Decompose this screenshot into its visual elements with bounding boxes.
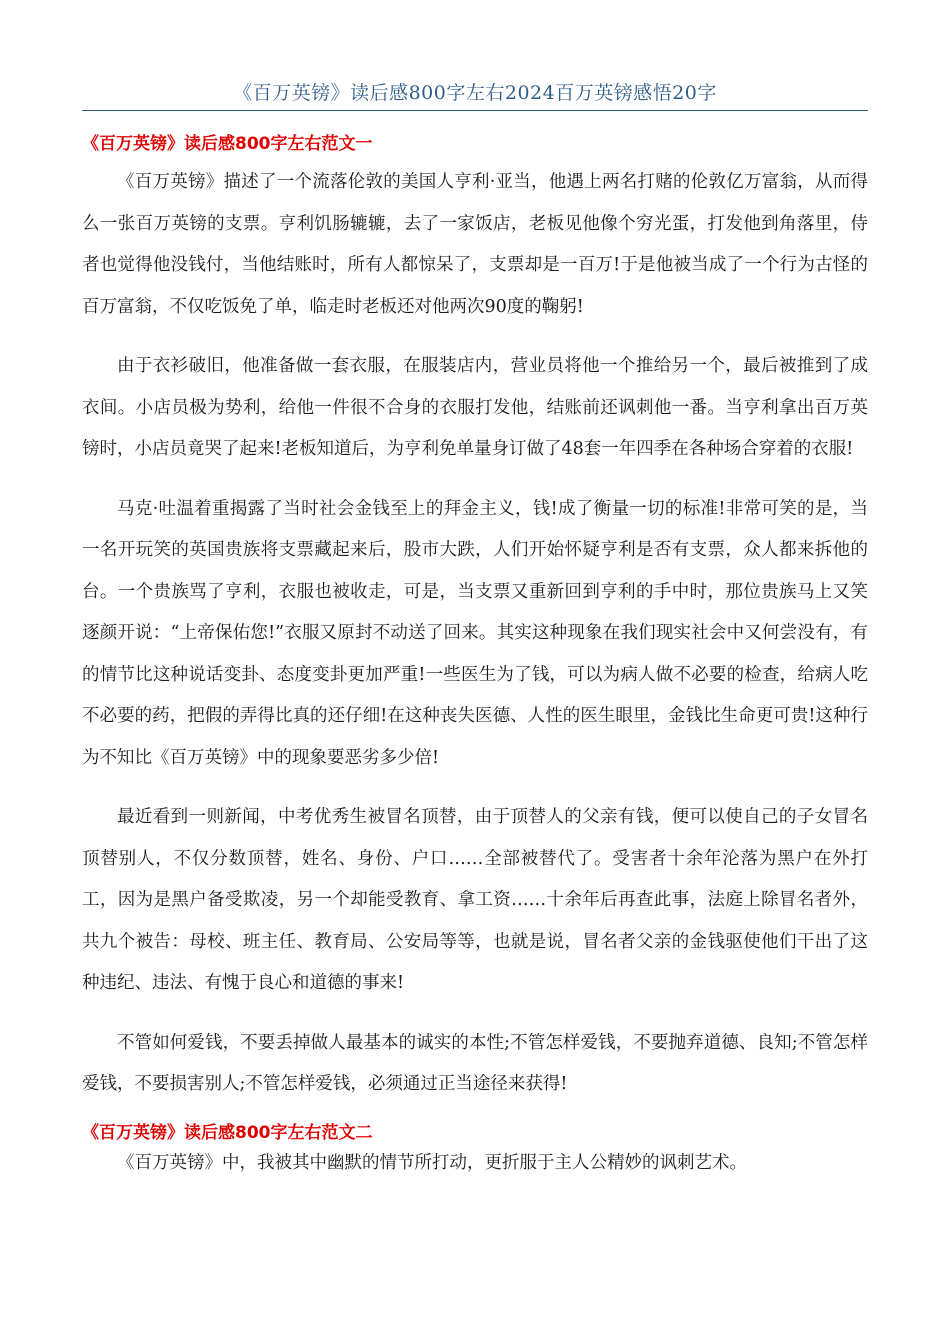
paragraph: 《百万英镑》中，我被其中幽默的情节所打动，更折服于主人公精妙的讽刺艺术。: [117, 1152, 747, 1173]
section-heading-2: 《百万英镑》读后感800字左右范文二: [82, 1122, 373, 1143]
page-header-title: 《百万英镑》读后感800字左右2024百万英镑感悟20字: [82, 78, 868, 111]
paragraph: 最近看到一则新闻，中考优秀生被冒名顶替，由于顶替人的父亲有钱，便可以使自己的子女冒名顶替别人，不仅分数顶替，姓名、身份、户口……全部被替代了。受害者十余年沦落为黑户在外打工，因为是黑户备受欺凌，另一个却能受教育、拿工资……十余年后再查此事，法庭上除冒名者外，共九个被告：母校、班主任、教育局、公安局等等，也就是说，冒名者父亲的金钱驱使他们干出了这种违纪、违法、有愧于良心和道德的事来!: [82, 807, 868, 993]
paragraph: 不管如何爱钱，不要丢掉做人最基本的诚实的本性;不管怎样爱钱，不要抛弃道德、良知;不管怎样爱钱，不要损害别人;不管怎样爱钱，必须通过正当途径来获得!: [82, 1032, 868, 1094]
section-heading-1: 《百万英镑》读后感800字左右范文一: [82, 134, 373, 154]
paragraph: 由于衣衫破旧，他准备做一套衣服，在服装店内，营业员将他一个推给另一个，最后被推到了成衣间。小店员极为势利，给他一件很不合身的衣服打发他，结账前还讽刺他一番。当亨利拿出百万英镑时，小店员竟哭了起来!老板知道后，为亨利免单量身订做了48套一年四季在各种场合穿着的衣服!: [82, 356, 868, 459]
document-page: [82, 0, 868, 1184]
paragraph: 《百万英镑》描述了一个流落伦敦的美国人亨利·亚当，他遇上两名打赌的伦敦亿万富翁，从而得么一张百万英镑的支票。亨利饥肠辘辘，去了一家饭店，老板见他像个穷光蛋，打发他到角落里，侍者也觉得他没钱付，当他结账时，所有人都惊呆了，支票却是一百万!于是他被当成了一个行为古怪的百万富翁，不仅吃饭免了单，临走时老板还对他两次90度的鞠躬!: [82, 172, 868, 317]
paragraph: 马克·吐温着重揭露了当时社会金钱至上的拜金主义，钱!成了衡量一切的标准!非常可笑的是，当一名开玩笑的英国贵族将支票藏起来后，股市大跌，人们开始怀疑亨利是否有支票，众人都来拆他的台。一个贵族骂了亨利，衣服也被收走，可是，当支票又重新回到亨利的手中时，那位贵族马上又笑逐颜开说：“上帝保佑您!”衣服又原封不动送了回来。其实这种现象在我们现实社会中又何尝没有，有的情节比这种说话变卦、态度变卦更加严重!一些医生为了钱，可以为病人做不必要的检查，给病人吃不必要的药，把假的弄得比真的还仔细!在这种丧失医德、人性的医生眼里，金钱比生命更可贵!这种行为不知比《百万英镑》中的现象要恶劣多少倍!: [82, 498, 868, 768]
